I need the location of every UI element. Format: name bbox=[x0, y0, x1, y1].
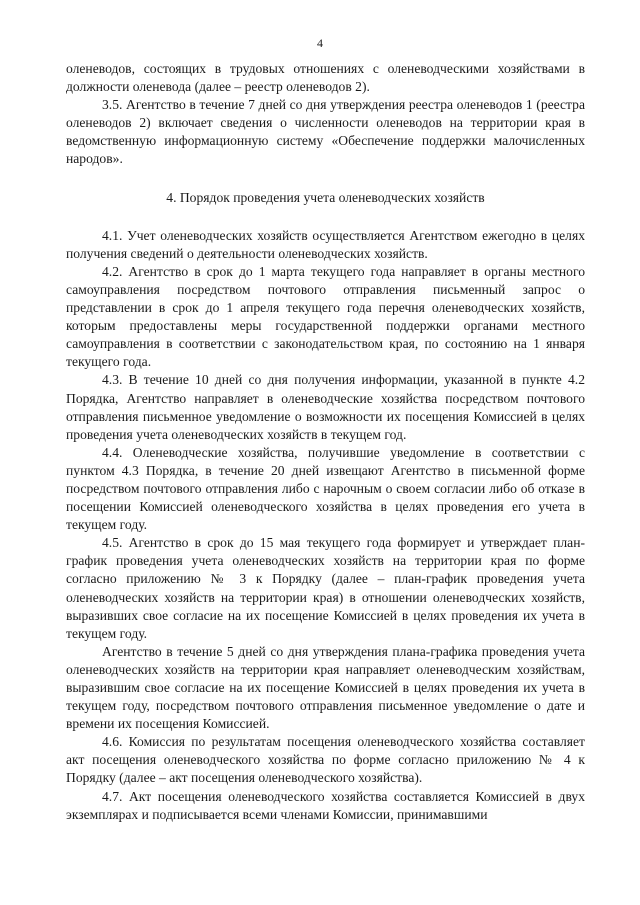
paragraph-4-4: 4.4. Оленеводческие хозяйства, получившие уведомление в соответствии с пунктом 4.3 Порядка, в течение 20 дней извещают Агентство в письменной форме посредством почтового отправления либо с нарочным о своем согласии либо об отказе в посещении Комиссией оленеводческого хозяйства в целях проведения его учета в текущем году. bbox=[66, 444, 585, 533]
paragraph-4-1: 4.1. Учет оленеводческих хозяйств осуществляется Агентством ежегодно в целях получения сведений о деятельности оленеводческих хозяйств. bbox=[66, 227, 585, 261]
section-heading-4: 4. Порядок проведения учета оленеводческих хозяйств bbox=[166, 189, 485, 205]
paragraph-4-7: 4.7. Акт посещения оленеводческого хозяйства составляется Комиссией в двух экземплярах и подписывается всеми членами Комиссии, принимавшими bbox=[66, 788, 585, 822]
paragraph-4-5: 4.5. Агентство в срок до 15 мая текущего года формирует и утверждает план-график проведения учета оленеводческих хозяйств на территории края по форме согласно приложению № 3 к Порядку (далее – план-график проведения учета оленеводческих хозяйств на территории края) в отношении оленеводческих хозяйств, выразивших свое согласие на их посещение Комиссией в целях проведения их учета в текущем году. bbox=[66, 535, 585, 641]
paragraph-4-5-continued: Агентство в течение 5 дней со дня утверждения плана-графика проведения учета оленеводческих хозяйств на территории края направляет оленеводческим хозяйствам, выразившим свое согласие на их посещение Комиссией в целях проведения их учета в текущем году, посредством почтового отправления письменное уведомление о дате и времени их посещения Комиссией. bbox=[66, 643, 585, 732]
paragraph-4-3: 4.3. В течение 10 дней со дня получения информации, указанной в пункте 4.2 Порядка, Агентство направляет в оленеводческие хозяйства посредством почтового отправления письменное уведомление о возможности их посещения Комиссией в целях проведения учета оленеводческих хозяйств в текущем год. bbox=[66, 372, 585, 442]
paragraph-continued: оленеводов, состоящих в трудовых отношениях с оленеводческими хозяйствами в должности оленевода (далее – реестр оленеводов 2). bbox=[66, 61, 585, 95]
paragraph-3-5: 3.5. Агентство в течение 7 дней со дня утверждения реестра оленеводов 1 (реестра оленеводов 2) включает сведения о численности оленеводов на территории края в ведомственную информационную систему «Обеспечение поддержки малочисленных народов». bbox=[66, 97, 585, 167]
paragraph-4-6: 4.6. Комиссия по результатам посещения оленеводческого хозяйства составляет акт посещения оленеводческого хозяйства по форме согласно приложению № 4 к Порядку (далее – акт посещения оленеводческого хозяйства). bbox=[66, 734, 585, 786]
page-number: 4 bbox=[317, 36, 323, 50]
paragraph-4-2: 4.2. Агентство в срок до 1 марта текущего года направляет в органы местного самоуправления посредством почтового отправления письменный запрос о представлении в срок до 1 апреля текущего года перечня оленеводческих хозяйств, которым предоставлены меры государственной поддержки органами местного самоуправления в соответствии с законодательством края, по состоянию на 1 января текущего года. bbox=[66, 263, 585, 370]
document-body bbox=[66, 60, 585, 824]
